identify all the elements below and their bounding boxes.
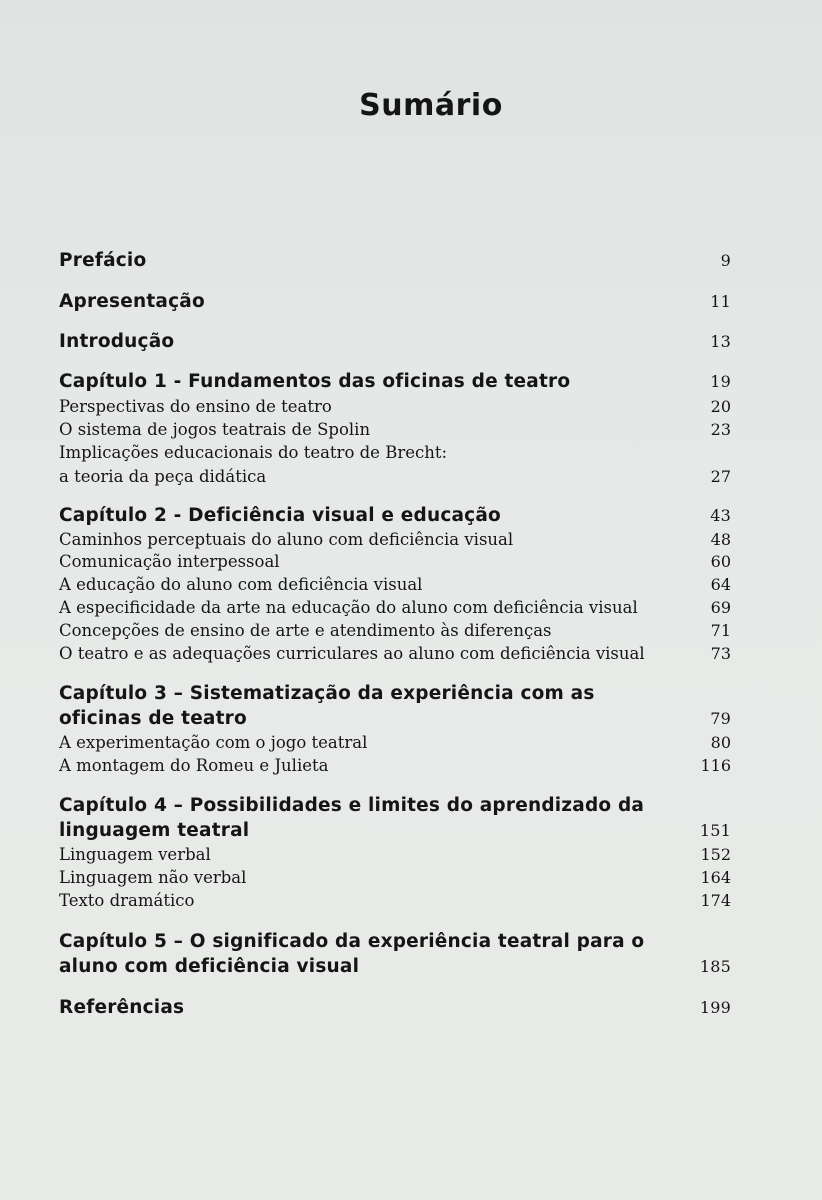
toc-entry-text: O sistema de jogos teatrais de Spolin [59, 420, 371, 439]
toc-section [59, 418, 731, 441]
toc-entry-text: Capítulo 5 – O significado da experiência teatral para o [59, 931, 645, 952]
toc-chapter-5 [59, 929, 731, 954]
toc-entry-page: 60 [710, 552, 731, 571]
toc-entry-page: 199 [699, 998, 731, 1017]
toc-section [59, 573, 731, 596]
toc-entry-apresentacao [59, 289, 731, 314]
toc-chapter-1 [59, 369, 731, 394]
toc-entry-page: 27 [710, 467, 731, 486]
toc-entry-page: 116 [700, 756, 731, 775]
toc-entry-page: 73 [710, 644, 731, 663]
toc-entry-text: A educação do aluno com deficiência visual [59, 575, 423, 594]
toc-entry-page: 64 [710, 575, 731, 594]
toc-entry-page: 71 [710, 621, 731, 640]
toc-section [59, 465, 731, 488]
toc-entry-page: 11 [710, 292, 731, 311]
toc-section [59, 550, 731, 573]
toc-entry-page: 9 [720, 251, 731, 270]
toc-section [59, 843, 731, 866]
toc-entry-text: a teoria da peça didática [59, 467, 267, 486]
toc-entry-text: Linguagem verbal [59, 845, 211, 864]
toc-section [59, 528, 731, 551]
toc-entry-text: Caminhos perceptuais do aluno com deficiência visual [59, 530, 514, 549]
toc-chapter-5-cont [59, 954, 731, 979]
toc-entry-page: 151 [699, 821, 731, 840]
toc-entry-text: linguagem teatral [59, 820, 250, 841]
toc-chapter-3 [59, 681, 731, 706]
toc-entry-text: Capítulo 1 - Fundamentos das oficinas de teatro [59, 371, 571, 392]
toc-section [59, 754, 731, 777]
toc-entry-text: Capítulo 2 - Deficiência visual e educação [59, 505, 501, 526]
toc-entry-page: 152 [700, 845, 731, 864]
toc-entry-text: Referências [59, 997, 185, 1018]
toc-entry-page: 19 [710, 372, 731, 391]
toc-entry-introducao [59, 329, 731, 354]
toc-chapter-3-cont [59, 706, 731, 731]
toc-entry-page: 69 [710, 598, 731, 617]
toc-entry-page: 20 [710, 397, 731, 416]
toc-entry-page: 185 [699, 957, 731, 976]
toc-section [59, 441, 731, 464]
toc-entry-text: Implicações educacionais do teatro de Brecht: [59, 443, 448, 462]
toc-entry-text: aluno com deficiência visual [59, 956, 360, 977]
toc-entry-text: Apresentação [59, 291, 205, 312]
toc-entry-text: Concepções de ensino de arte e atendimento às diferenças [59, 621, 552, 640]
toc-chapter-2 [59, 503, 731, 528]
toc-chapter-4-cont [59, 818, 731, 843]
toc-chapter-4 [59, 793, 731, 818]
toc-entry-text: Prefácio [59, 250, 147, 271]
toc-entry-text: A especificidade da arte na educação do aluno com deficiência visual [59, 598, 638, 617]
toc-section [59, 596, 731, 619]
toc-entry-text: Introdução [59, 331, 175, 352]
toc-entry-text: Capítulo 3 – Sistematização da experiência com as [59, 683, 595, 704]
toc-entry-page: 79 [710, 709, 731, 728]
toc-entry-text: Perspectivas do ensino de teatro [59, 397, 332, 416]
toc-section [59, 889, 731, 912]
toc-entry-page: 48 [710, 530, 731, 549]
toc-entry-page: 43 [710, 506, 731, 525]
toc-entry-page: 23 [710, 420, 731, 439]
toc-entry-text: Comunicação interpessoal [59, 552, 280, 571]
toc-entry-page: 174 [700, 891, 731, 910]
toc-entry-text: A montagem do Romeu e Julieta [59, 756, 329, 775]
toc-entry-text: A experimentação com o jogo teatral [59, 733, 368, 752]
toc-section [59, 395, 731, 418]
toc-entry-text: O teatro e as adequações curriculares ao aluno com deficiência visual [59, 644, 645, 663]
toc-entry-text: Capítulo 4 – Possibilidades e limites do aprendizado da [59, 795, 645, 816]
toc-entry-page: 80 [710, 733, 731, 752]
toc-entry-page: 13 [710, 332, 731, 351]
toc-entry-page: 164 [700, 868, 731, 887]
toc-section [59, 642, 731, 665]
toc-entry-referencias [59, 995, 731, 1020]
toc-entry-text: oficinas de teatro [59, 708, 247, 729]
toc-section [59, 866, 731, 889]
toc-section [59, 619, 731, 642]
toc-entry-text: Linguagem não verbal [59, 868, 247, 887]
page-title: Sumário [359, 88, 503, 123]
toc-section [59, 731, 731, 754]
toc-entry-text: Texto dramático [59, 891, 195, 910]
toc-entry-prefacio [59, 248, 731, 273]
